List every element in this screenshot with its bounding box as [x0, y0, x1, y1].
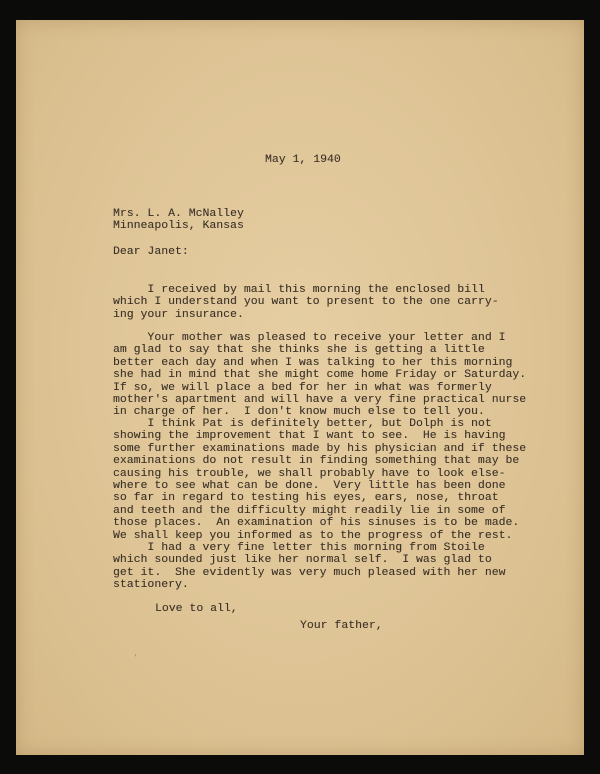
- salutation: Dear Janet:: [113, 246, 189, 258]
- paragraph-bill: I received by mail this morning the enclosed bill which I understand you want to present to the one carry- ing your insurance.: [113, 284, 499, 321]
- recipient-address: [113, 208, 244, 233]
- letter-date: May 1, 1940: [265, 154, 341, 166]
- recipient-location: Minneapolis, Kansas: [113, 220, 244, 233]
- signoff: Your father,: [300, 620, 383, 632]
- paragraph-health: I think Pat is definitely better, but Dolph is not showing the improvement that I want to see. He is having some further examinations made by his physician and if these examinations do not result in finding something that may be causing his trouble, we shall probably have to look else- where to see what can be done. Very little has been done so far in regard to testing his eyes, ears, nose, throat and teeth and the difficulty might readily lie in some of those places. An examination of his sinuses is to be made. We shall keep you informed as to the progress of the rest.: [113, 418, 527, 542]
- recipient-name: Mrs. L. A. McNalley: [113, 208, 244, 220]
- letter-page: [16, 20, 584, 755]
- paragraph-stoile: I had a very fine letter this morning from Stoile which sounded just like her normal self. I was glad to get it. She evidently was very much pleased with her new stationery.: [113, 542, 506, 592]
- paragraph-mother: Your mother was pleased to receive your letter and I am glad to say that she thinks she is getting a little better each day and when I was talking to her this morning she had in mind that she might come home Friday or Saturday. If so, we will place a bed for her in what was formerly mother's apartment and will have a very fine practical nurse in charge of her. I don't know much else to tell you.: [113, 332, 527, 419]
- pencil-mark: ′: [134, 653, 143, 664]
- closing: Love to all,: [155, 603, 238, 615]
